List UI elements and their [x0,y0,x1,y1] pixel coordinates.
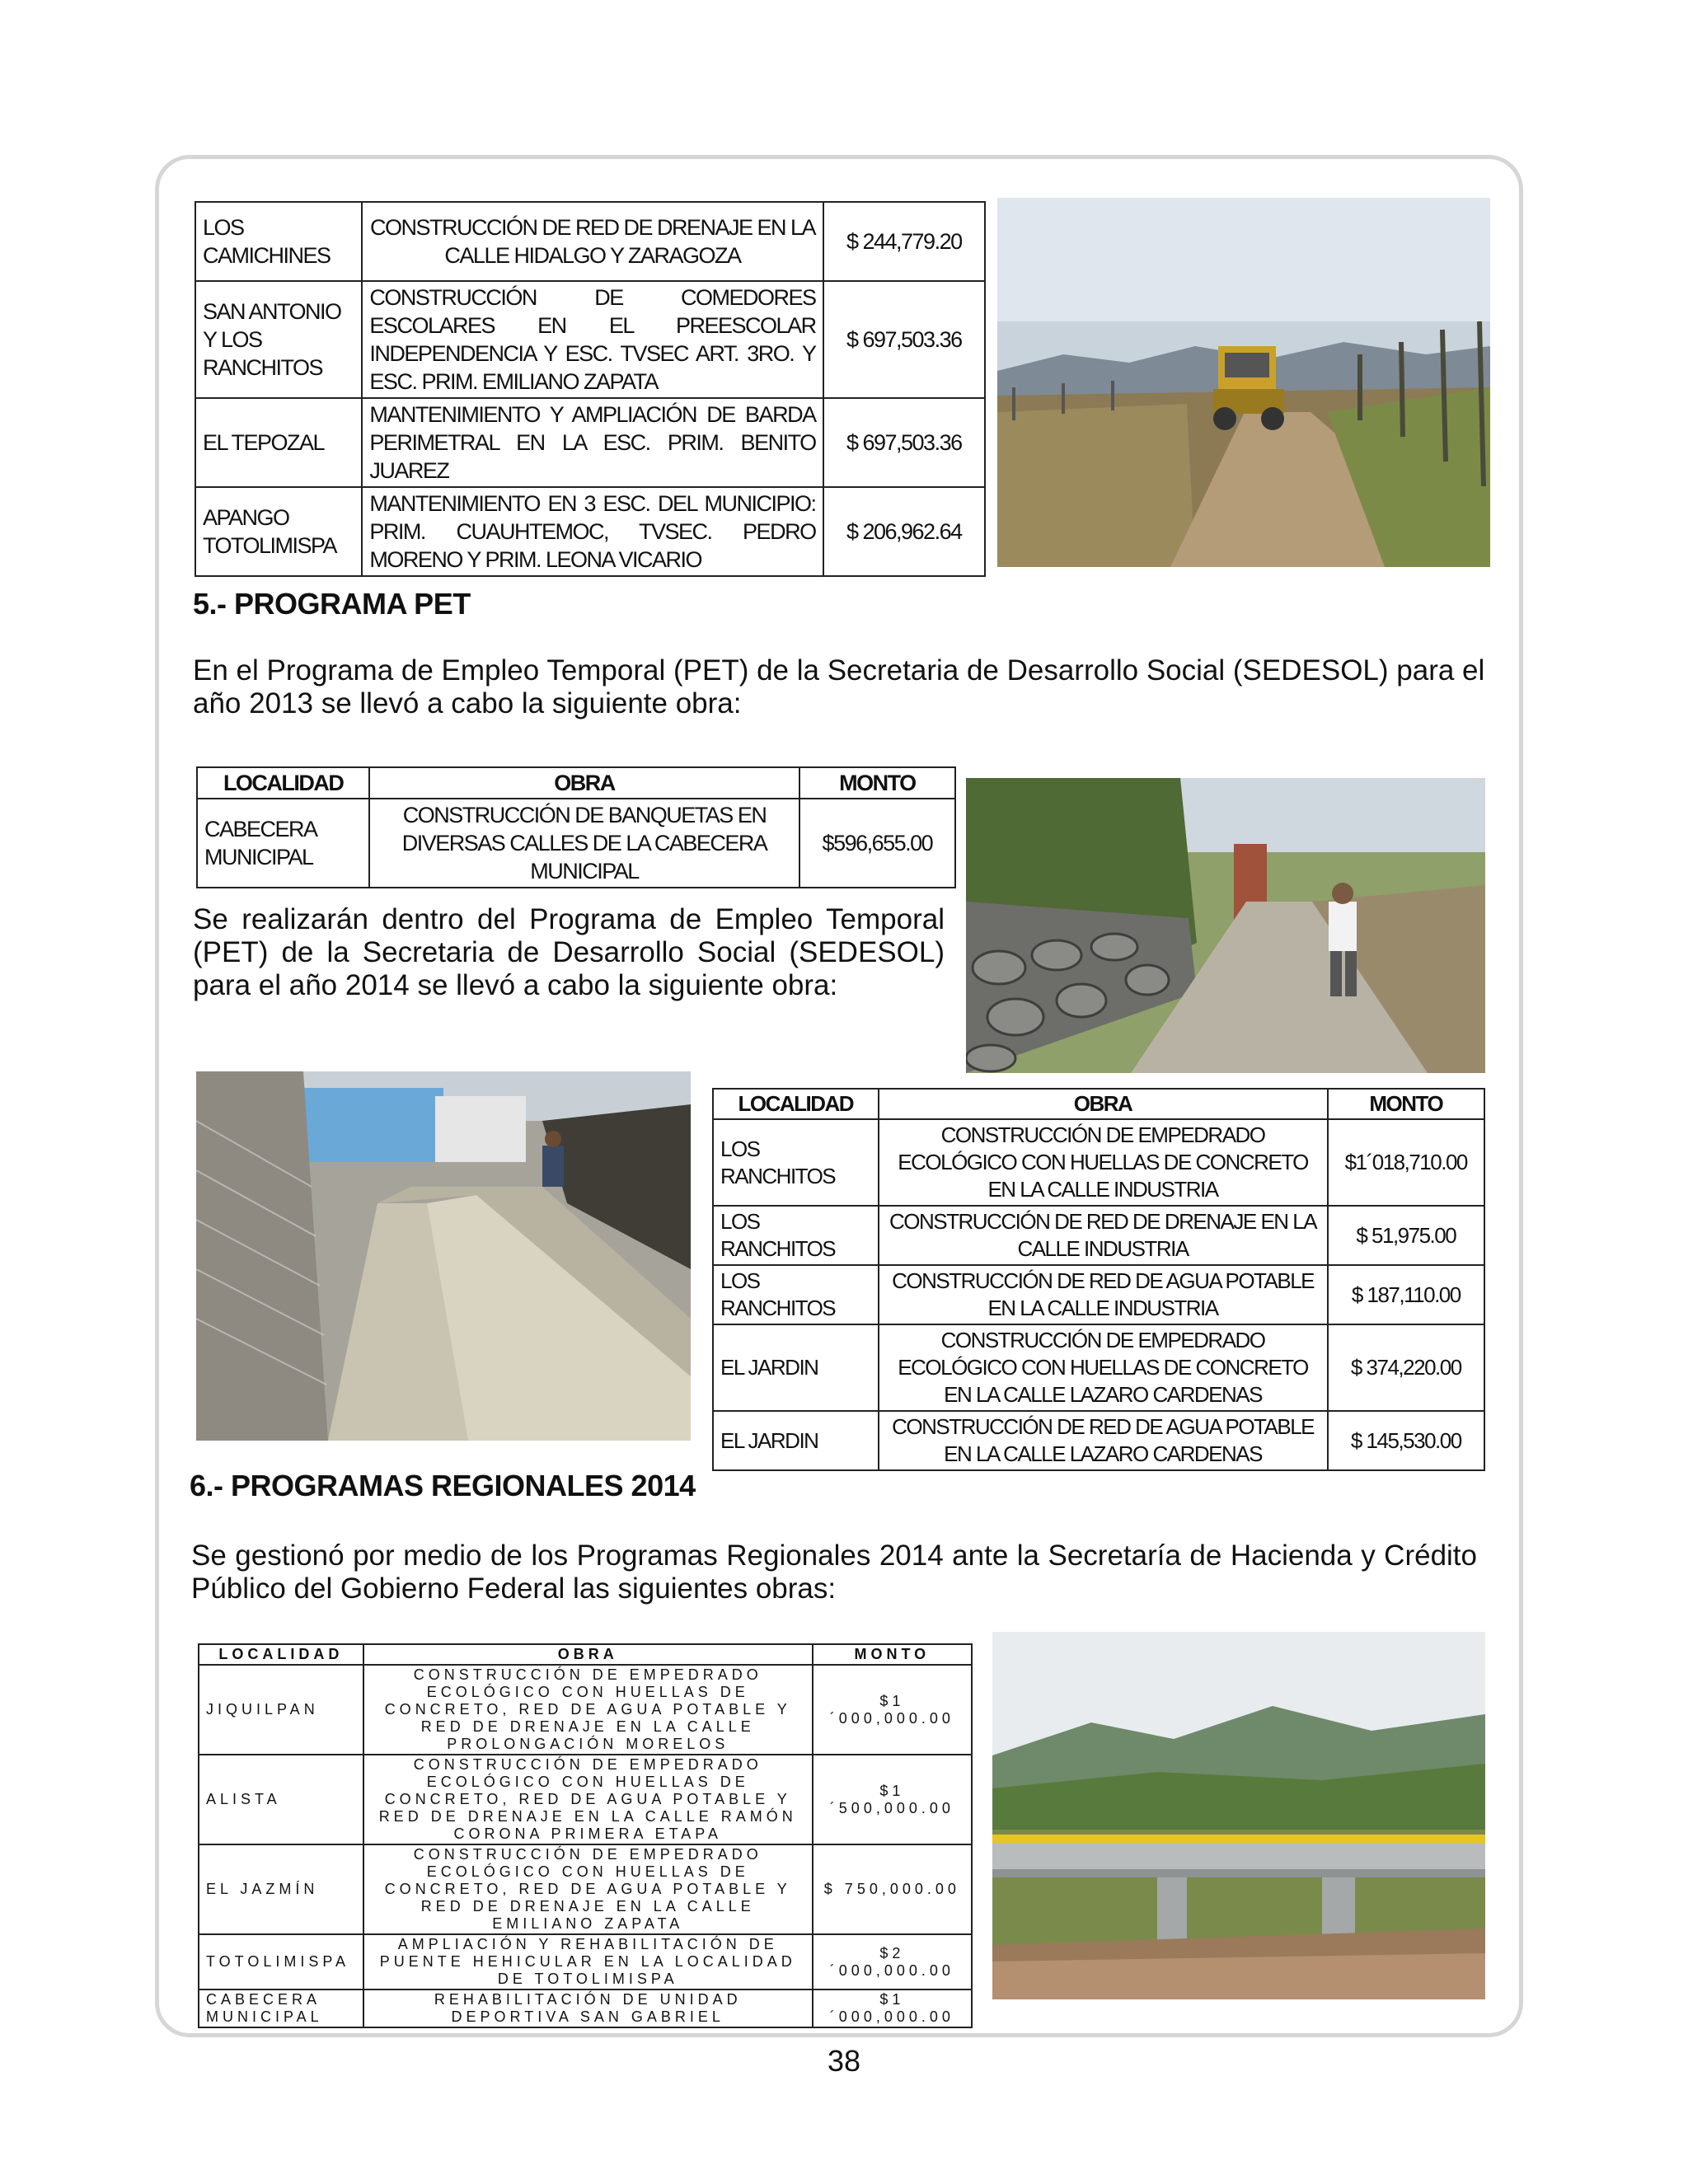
table-cell-monto: $ 206,962.64 [823,487,985,576]
table-row [199,1844,972,1934]
table-cell-obra: MANTENIMIENTO EN 3 ESC. DEL MUNICIPIO: PRIM. CUAUHTEMOC, TVSEC. PEDRO MORENO Y PRIM. LEONA VICARIO [362,487,823,576]
table-cell-obra: CONSTRUCCIÓN DE COMEDORES ESCOLARES EN EL PREESCOLAR INDEPENDENCIA Y ESC. TVSEC ART. 3RO. Y ESC. PRIM. EMILIANO ZAPATA [362,281,823,398]
table-row [195,202,985,281]
table-cell-monto: $2´000,000.00 [813,1934,972,1990]
table-cell-obra: CONSTRUCCIÓN DE RED DE DRENAJE EN LA CALLE INDUSTRIA [879,1206,1328,1265]
table-cell-obra: CONSTRUCCIÓN DE EMPEDRADO ECOLÓGICO CON HUELLAS DE CONCRETO, RED DE AGUA POTABLE Y RED DE DRENAJE EN LA CALLE RAMÓN CORONA PRIMERA ETAPA [363,1755,813,1844]
table-row [195,281,985,398]
table-cell-localidad: EL JAZMÍN [199,1844,363,1934]
header-monto: MONTO [1328,1089,1484,1119]
table-cell-monto: $596,655.00 [799,799,955,888]
table-cell-localidad: LOS RANCHITOS [713,1206,879,1265]
table-row [713,1119,1484,1206]
table-cell-monto: $ 750,000.00 [813,1844,972,1934]
header-obra: OBRA [879,1089,1328,1119]
photo-sidewalk-construction [966,778,1485,1073]
table-row [195,487,985,576]
table-cell-localidad: EL JARDIN [713,1411,879,1470]
table-cell-localidad: EL JARDIN [713,1324,879,1411]
header-localidad: LOCALIDAD [199,1644,363,1665]
regionales-2014-table [198,1643,973,2028]
table-cell-localidad: TOTOLIMISPA [199,1934,363,1990]
table-cell-localidad: LOS CAMICHINES [195,202,362,281]
table-row [199,1934,972,1990]
top-works-table [195,201,986,577]
table-cell-monto: $ 145,530.00 [1328,1411,1484,1470]
table-cell-obra: CONSTRUCCIÓN DE EMPEDRADO ECOLÓGICO CON HUELLAS DE CONCRETO, RED DE AGUA POTABLE Y RED DE DRENAJE EN LA CALLE EMILIANO ZAPATA [363,1844,813,1934]
header-localidad: LOCALIDAD [197,767,369,799]
header-localidad: LOCALIDAD [713,1089,879,1119]
photo-bridge [992,1632,1485,1999]
table-cell-localidad: SAN ANTONIO Y LOS RANCHITOS [195,281,362,398]
table-cell-localidad: ALISTA [199,1755,363,1844]
table-cell-obra: CONSTRUCCIÓN DE RED DE AGUA POTABLE EN LA CALLE INDUSTRIA [879,1265,1328,1324]
table-cell-monto: $ 697,503.36 [823,398,985,487]
table-cell-monto: $1´000,000.00 [813,1990,972,2027]
table-cell-localidad: LOS RANCHITOS [713,1265,879,1324]
section-5-paragraph-2014: Se realizarán dentro del Programa de Empleo Temporal (PET) de la Secretaria de Desarrollo Social (SEDESOL) para el año 2014 se llevó a cabo la siguiente obra: [193,903,945,1001]
table-cell-obra: CONSTRUCCIÓN DE RED DE AGUA POTABLE EN LA CALLE LAZARO CARDENAS [879,1411,1328,1470]
table-header-row [199,1644,972,1665]
table-cell-obra: REHABILITACIÓN DE UNIDAD DEPORTIVA SAN GABRIEL [363,1990,813,2027]
table-cell-monto: $ 187,110.00 [1328,1265,1484,1324]
table-cell-monto: $1´000,000.00 [813,1665,972,1755]
table-cell-obra: CONSTRUCCIÓN DE RED DE DRENAJE EN LA CALLE HIDALGO Y ZARAGOZA [362,202,823,281]
table-cell-monto: $ 51,975.00 [1328,1206,1484,1265]
header-monto: MONTO [799,767,955,799]
table-row [713,1206,1484,1265]
table-row [199,1665,972,1755]
table-row [199,1755,972,1844]
table-cell-localidad: CABECERA MUNICIPAL [197,799,369,888]
table-cell-localidad: APANGO TOTOLIMISPA [195,487,362,576]
table-cell-monto: $ 697,503.36 [823,281,985,398]
table-cell-obra: CONSTRUCCIÓN DE EMPEDRADO ECOLÓGICO CON HUELLAS DE CONCRETO, RED DE AGUA POTABLE Y RED DE DRENAJE EN LA CALLE PROLONGACIÓN MORELOS [363,1665,813,1755]
table-cell-obra: CONSTRUCCIÓN DE EMPEDRADO ECOLÓGICO CON HUELLAS DE CONCRETO EN LA CALLE LAZARO CARDENAS [879,1324,1328,1411]
table-row [197,799,955,888]
pet-2014-table [712,1088,1485,1471]
table-row [713,1265,1484,1324]
header-monto: MONTO [813,1644,972,1665]
table-row [713,1411,1484,1470]
table-header-row [713,1089,1484,1119]
table-cell-localidad: EL TEPOZAL [195,398,362,487]
table-cell-obra: CONSTRUCCIÓN DE BANQUETAS EN DIVERSAS CALLES DE LA CABECERA MUNICIPAL [369,799,799,888]
header-obra: OBRA [363,1644,813,1665]
photo-road-grader [997,198,1490,567]
page-number: 38 [827,2044,861,2078]
table-row [199,1990,972,2027]
table-header-row [197,767,955,799]
table-cell-localidad: JIQUILPAN [199,1665,363,1755]
table-cell-monto: $1´500,000.00 [813,1755,972,1844]
table-cell-obra: AMPLIACIÓN Y REHABILITACIÓN DE PUENTE HEHICULAR EN LA LOCALIDAD DE TOTOLIMISPA [363,1934,813,1990]
photo-concrete-channels [196,1071,691,1441]
section-5-paragraph: En el Programa de Empleo Temporal (PET) de la Secretaria de Desarrollo Social (SEDESOL) para el año 2013 se llevó a cabo la siguiente obra: [193,654,1485,719]
section-6-heading: 6.- PROGRAMAS REGIONALES 2014 [190,1469,696,1502]
table-cell-localidad: CABECERA MUNICIPAL [199,1990,363,2027]
table-cell-monto: $1´018,710.00 [1328,1119,1484,1206]
table-row [195,398,985,487]
section-5-heading: 5.- PROGRAMA PET [193,587,471,621]
section-6-paragraph: Se gestionó por medio de los Programas Regionales 2014 ante la Secretaría de Hacienda y Crédito Público del Gobierno Federal las siguientes obras: [191,1540,1477,1605]
table-cell-obra: MANTENIMIENTO Y AMPLIACIÓN DE BARDA PERIMETRAL EN LA ESC. PRIM. BENITO JUAREZ [362,398,823,487]
header-obra: OBRA [369,767,799,799]
table-cell-monto: $ 374,220.00 [1328,1324,1484,1411]
table-cell-obra: CONSTRUCCIÓN DE EMPEDRADO ECOLÓGICO CON HUELLAS DE CONCRETO EN LA CALLE INDUSTRIA [879,1119,1328,1206]
pet-2013-table [196,766,956,888]
table-row [713,1324,1484,1411]
table-cell-monto: $ 244,779.20 [823,202,985,281]
table-cell-localidad: LOS RANCHITOS [713,1119,879,1206]
